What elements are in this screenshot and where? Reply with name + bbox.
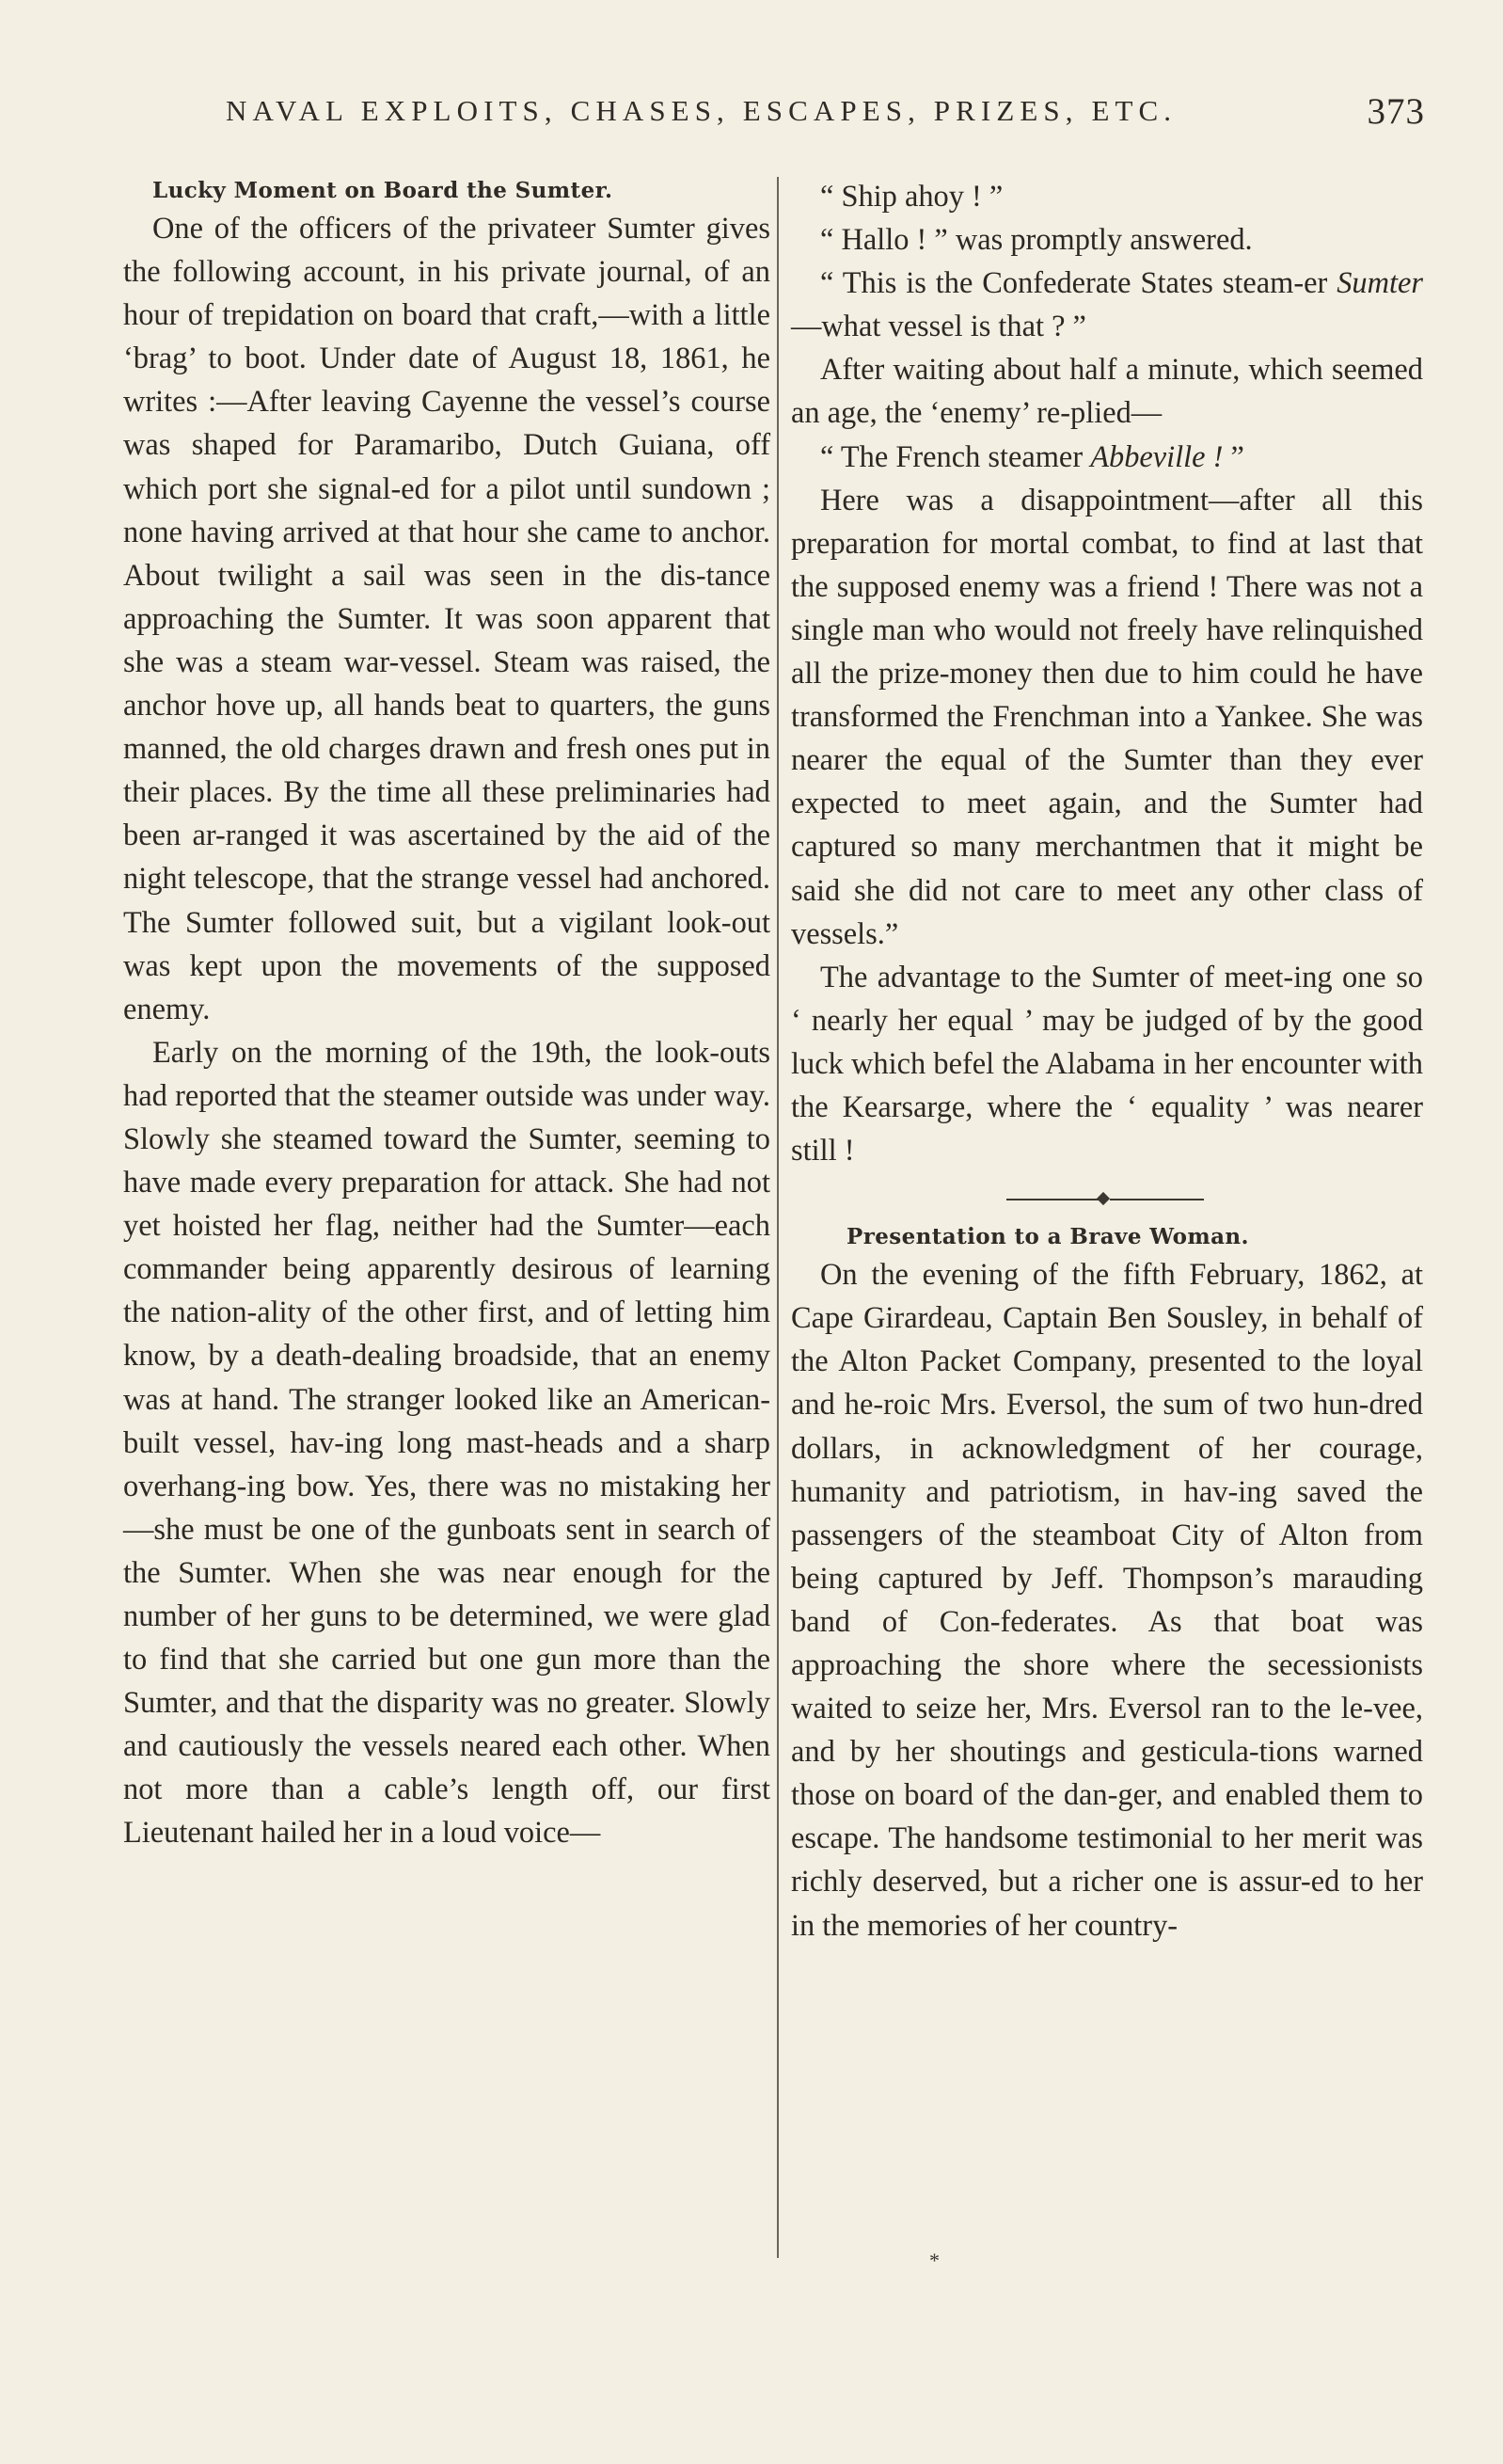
column-rule bbox=[777, 177, 779, 2258]
section-divider bbox=[1006, 1193, 1204, 1206]
divider-diamond-icon bbox=[1097, 1192, 1110, 1205]
dialogue-text: ” bbox=[1230, 439, 1244, 474]
divider-line bbox=[1110, 1199, 1204, 1200]
paragraph: After waiting about half a minute, which seemed an age, the ‘enemy’ re-plied— bbox=[791, 353, 1423, 431]
running-head: NAVAL EXPLOITS, CHASES, ESCAPES, PRIZES, ETC. bbox=[226, 94, 1178, 127]
right-column bbox=[791, 175, 1423, 1947]
dialogue-text: “ This is the Confederate States steam-er bbox=[820, 266, 1328, 301]
dialogue-text: —what vessel is that ? ” bbox=[791, 310, 1086, 344]
dialogue-line bbox=[791, 262, 1423, 348]
section-heading-sumter: Lucky Moment on Board the Sumter. bbox=[152, 178, 613, 203]
dialogue-line bbox=[791, 436, 1423, 479]
dialogue-line: “ Hallo ! ” was promptly answered. bbox=[820, 223, 1253, 258]
signature-mark: * bbox=[929, 2249, 940, 2272]
page-header bbox=[226, 91, 1425, 141]
divider-line bbox=[1006, 1199, 1099, 1200]
paragraph: On the evening of the fifth February, 1862, at Cape Girardeau, Captain Ben Sousley, in behalf of the Alton Packet Company, presented to the loyal and he-roic Mrs. Eversol, the sum of two hun-dred dollars, in acknowledgment of her courage, humanity and patriotism, in hav-ing saved the passengers of the steamboat City of Alton from being captured by Jeff. Thompson’s marauding band of Con-federates. As that boat was approaching the shore where the secessionists waited to seize her, Mrs. Eversol ran to the le-vee, and by her shoutings and gesticula-tions warned those on board of the dan-ger, and enabled them to escape. The handsome testimonial to her merit was richly deserved, but a richer one is assur-ed to her in the memories of her country- bbox=[791, 1258, 1423, 1943]
ship-name: Sumter bbox=[1337, 266, 1423, 301]
ship-name: Abbeville ! bbox=[1090, 439, 1224, 474]
left-column bbox=[123, 175, 770, 1855]
dialogue-text: “ The French steamer bbox=[820, 439, 1084, 474]
paragraph: Early on the morning of the 19th, the look-outs had reported that the steamer outside was under way. Slowly she steamed toward the Sumter, seeming to have made every preparation for attack. She had not yet hoisted her flag, neither had the Sumter—each commander being apparently desirous of learning the nation-ality of the other first, and of letting him know, by a death-dealing broadside, that an enemy was at hand. The stranger looked like an American-built vessel, hav-ing long mast-heads and a sharp overhang-ing bow. Yes, there was no mistaking her—she must be one of the gunboats sent in search of the Sumter. When she was near enough for the number of her guns to be determined, we were glad to find that she carried but one gun more than the Sumter, and that the disparity was no greater. Slowly and cautiously the vessels neared each other. When not more than a cable’s length off, our first Lieutenant hailed her in a loud voice— bbox=[123, 1035, 770, 1851]
section-heading-brave-woman: Presentation to a Brave Woman. bbox=[846, 1224, 1249, 1250]
paragraph: One of the officers of the privateer Sumter gives the following account, in his private journal, of an hour of trepidation on board that craft,—with a little ‘brag’ to boot. Under date of August 18, 1861, he writes :—After leaving Cayenne the vessel’s course was shaped for Paramaribo, Dutch Guiana, off which port she signal-ed for a pilot until sundown ; none having arrived at that hour she came to anchor. About twilight a sail was seen in the dis-tance approaching the Sumter. It was soon apparent that she was a steam war-vessel. Steam was raised, the anchor hove up, all hands beat to quarters, the guns manned, the old charges drawn and fresh ones put in their places. By the time all these preliminaries had been ar-ranged it was ascertained by the aid of the night telescope, that the strange vessel had anchored. The Sumter followed suit, but a vigilant look-out was kept upon the movements of the supposed enemy. bbox=[123, 212, 770, 1026]
dialogue-line: “ Ship ahoy ! ” bbox=[820, 180, 1004, 214]
page-number: 373 bbox=[1367, 91, 1425, 132]
paragraph: Here was a disappointment—after all this preparation for mortal combat, to find at last that the supposed enemy was a friend ! There was not a single man who would not freely have relinquished all the prize-money then due to him could he have transformed the Frenchman into a Yankee. She was nearer the equal of the Sumter than they ever expected to meet again, and the Sumter had captured so many merchantmen that it might be said she did not care to meet any other class of vessels.” bbox=[791, 483, 1423, 951]
paragraph: The advantage to the Sumter of meet-ing one so ‘ nearly her equal ’ may be judged of by the good luck which befel the Alabama in her encounter with the Kearsarge, where the ‘ equality ’ was nearer still ! bbox=[791, 960, 1423, 1168]
